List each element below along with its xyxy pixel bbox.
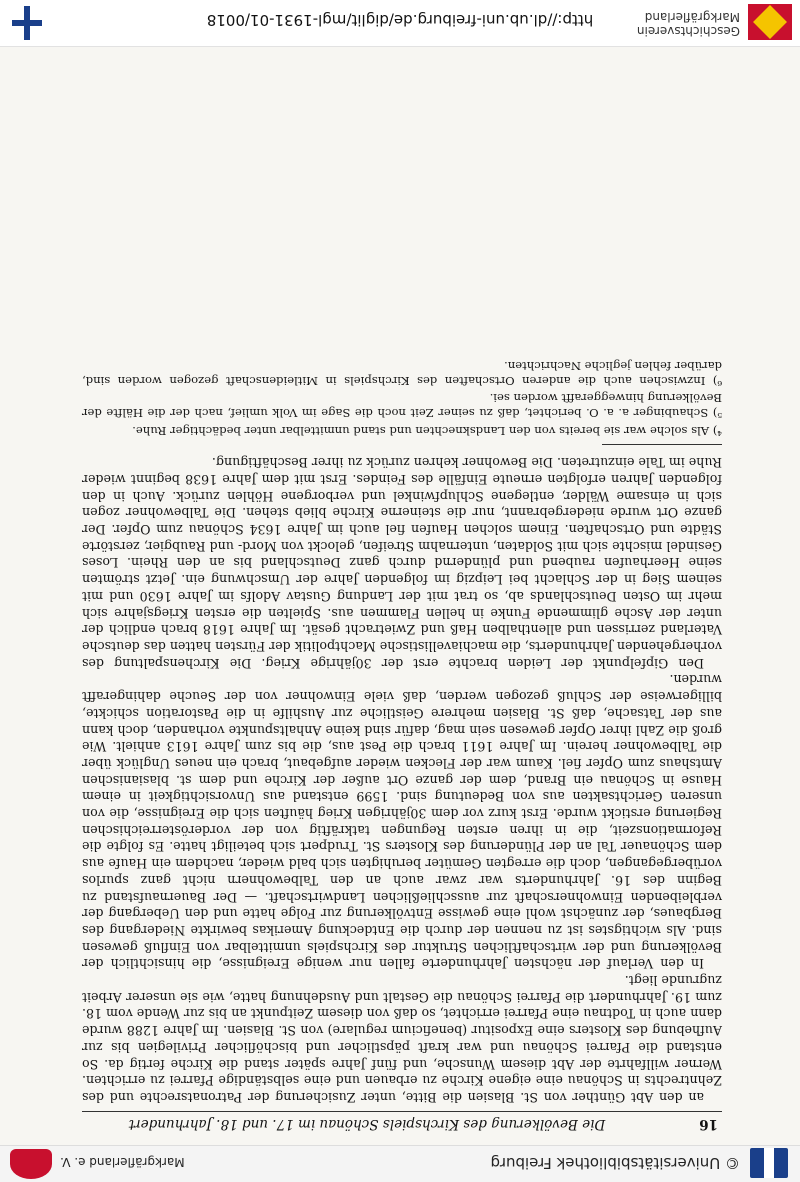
library-cross-logo xyxy=(12,6,42,40)
library-footer-strip xyxy=(0,1145,800,1182)
paragraph: an den Abt Günther von St. Blasien die Bitte, unter Zusicherung der Patronatsrechte und des Zehntrechts in Schönau eine eigene Kirche zu erbauen und eine selbständige Pfarrei zu errichten. Werner willfahrte der Abt diesem Wunsche, und fünf Jahre später stand die Kirche fertig da. So entstand die Pfarrei Schönau und war kraft päpstlicher und bischöflicher Privilegien bis zur Aufhebung des Klosters eine Expositur (beneficium regulare) von St. Blasien. Im Jahre 1288 wurde dann auch in Todtnau eine Pfarrei errichtet, so daß von diesem Zeitpunkt an bis zur Wende vom 18. zum 19. Jahrhundert die Pfarrei Schönau die Gestalt und Ausdehnung hatte, wie sie unserer Arbeit zugrunde liegt. xyxy=(82,973,722,1105)
digitization-header-strip xyxy=(0,0,800,47)
society-name: Markgräflerland e. V. xyxy=(60,1155,185,1169)
society-crest-logo xyxy=(10,1149,52,1179)
body-text xyxy=(82,454,722,1105)
paragraph: Den Gipfelpunkt der Leiden brachte erst der 30jährige Krieg. Die Kirchenspaltung des vorhergehenden Jahrhunderts, die machiavellistische Machtpolitik der Fürsten hatten das deutsche Vaterland zerrissen und allenthalben Haß und Zwietracht gesät. Im Jahre 1618 brach endlich der unter der Asche glimmende Funke in hellen Flammen aus. Spielten die ersten Kriegsjahre sich mehr im Osten Deutschlands ab, so trat mit der Landung Gustav Adolfs im Jahre 1630 und mit seinem Sieg in der Schlacht bei Leipzig im folgenden Jahre der Umschwung ein. Jetzt strömten seine Heerhaufen raubend und plündernd durch ganz Deutschland bis an den Rhein. Loses Gesindel mischte sich mit Soldaten, unternahm Streifen, gelockt von Mord- und Raubgier, zerstörte Städte und Ortschaften. Einem solchen Haufen fiel auch im Jahre 1634 Schönau zum Opfer. Der ganze Ort wurde niedergebrannt, nur die steinerne Kirche blieb stehen. Die Talbewohner zogen sich in einsame Wälder, entlegene Schlupfwinkel und verborgene Höhlen zurück. Auch in den folgenden Jahren erfolgten erneute Einfälle des Feindes. Erst mit dem Jahre 1638 beginnt wieder Ruhe im Tale einzutreten. Die Bewohner kehren zurück zu ihrer Beschäftigung. xyxy=(82,455,722,671)
paragraph: In den Verlauf der nächsten Jahrhunderte fallen nur wenige Ereignisse, die hinsichtlich der Bevölkerung und der wirtschaftlichen Struktur des Kirchspiels unmittelbar von Einfluß gewesen sind. Als wichtigstes ist zu nennen der durch die Entdeckung Amerikas bewirkte Niedergang des Bergbaues, der zunächst wohl eine gewisse Entvölkerung zur Folge hatte und den Uebergang der verbleibenden Einwohnerschaft zur ausschließlichen Landwirtschaft. — Der Bauernaufstand zu Beginn des 16. Jahrhunderts war zwar auch an den Talbewohnern nicht ganz spurlos vorübergegangen, doch die erregten Gemüter beruhigten sich bald wieder, nachdem ein Haufe aus dem Schönauer Tal an der Plünderung des Klosters St. Trudpert sich beteiligt hatte. Es folgte die Reformationszeit, die in ihren ersten Regungen tatkräftig von der vorderösterreichischen Regierung erstickt wurde. Erst kurz vor dem 30jährigen Krieg häuften sich die Ereignisse, die von unseren Gerichtsakten aus von Bedeutung sind. 1599 entstand aus Unvorsichtigkeit in einem Hause in Schönau ein Brand, dem der ganze Ort außer der Kirche und dem st. blasianischen Amtshaus zum Opfer fiel. Kaum war der Flecken wieder aufgebaut, brach ein neues Unglück über die Talbewohner herein. Im Jahre 1611 brach die Pest aus, die bis zum Jahre 1613 anhielt. Wie groß die Zahl ihrer Opfer gewesen sein mag, dafür sind keine Anhaltspunkte vorhanden, doch kann aus der Tatsache, daß St. Blasien mehrere Geistliche zur Aushilfe in die Pastoration schickte, billigerweise der Schluß gezogen werden, daß viele Einwohner von der Seuche dahingerafft wurden. xyxy=(82,672,722,972)
society-label: Geschichtsverein Markgräflerland xyxy=(636,10,740,38)
document-page xyxy=(82,356,722,1134)
permalink-url[interactable]: http://dl.ub.uni-freiburg.de/diglit/mgl-1931-01/0018 xyxy=(206,11,594,29)
library-credit: © Universitätsbibliothek Freiburg xyxy=(490,1154,740,1172)
footnote: ⁶) Inzwischen auch die anderen Ortschaften des Kirchspiels in Mitleidenschaft gezogen worden sind, darüber fehlen jegliche Nachrichten. xyxy=(82,359,722,388)
footnote: ⁵) Schaubinger a. a. O. berichtet, daß zu seiner Zeit noch die Sage im Volk umlief, nach der die Hälfte der Bevölkerung hinweggerafft worden sei. xyxy=(82,391,722,420)
running-title: Die Bevölkerung des Kirchspiels Schönau im 17. und 18. Jahrhundert xyxy=(128,1116,606,1132)
footnote-divider xyxy=(602,444,722,445)
page-number: 16 xyxy=(699,1116,718,1132)
footnote: ⁴) Als solche war sie bereits von den Landsknechten und stand unmittelbar unter bedächtiger Ruhe. xyxy=(132,423,722,438)
footnotes xyxy=(82,359,722,438)
university-library-logo xyxy=(750,1148,788,1178)
page-header xyxy=(82,1111,722,1134)
